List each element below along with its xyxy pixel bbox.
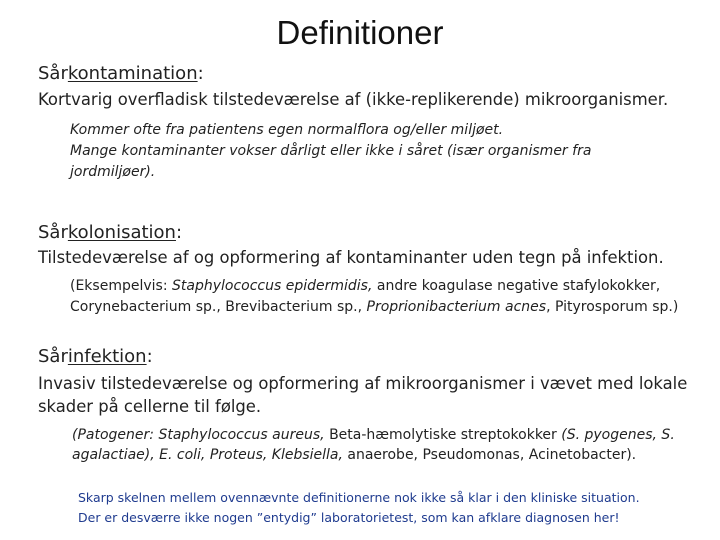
example-line-1: (Eksempelvis: Staphylococcus epidermidis, andre koagulase negative stafylokokker,	[70, 278, 661, 294]
definition-infektion-line: Invasiv tilstedeværelse og opformering af mikroorganismer i vævet med lokale	[38, 374, 688, 393]
section-heading-infektion: Sårinfektion:	[38, 346, 153, 367]
definition-infektion-line: skader på cellerne til følge.	[38, 397, 262, 416]
section-heading-kolonisation: Sårkolonisation:	[38, 222, 183, 243]
detail-line: Kommer ofte fra patientens egen normalflora og/eller miljøet.	[70, 122, 504, 138]
definition-kontamination: Kortvarig overfladisk tilstedeværelse af (ikke-replikerende) mikroorganismer.	[38, 90, 669, 109]
example-line-2: Corynebacterium sp., Brevibacterium sp., Proprionibacterium acnes, Pityrosporum sp.)	[70, 299, 679, 315]
note-line: Skarp skelnen mellem ovennævnte definitionerne nok ikke så klar i den kliniske situation.	[78, 490, 640, 505]
section-heading-kontamination: Sårkontamination:	[38, 63, 204, 84]
note-line: Der er desværre ikke nogen ”entydig” laboratorietest, som kan afklare diagnosen her!	[78, 510, 620, 525]
detail-line: Mange kontaminanter vokser dårligt eller ikke i såret (især organismer fra	[70, 143, 592, 159]
pathogens-line-2: agalactiae), E. coli, Proteus, Klebsiella, anaerobe, Pseudomonas, Acinetobacter).	[72, 447, 637, 463]
definition-kolonisation: Tilstedeværelse af og opformering af kontaminanter uden tegn på infektion.	[38, 248, 664, 267]
pathogens-line-1: (Patogener: Staphylococcus aureus, Beta-hæmolytiske streptokokker (S. pyogenes, S.	[72, 427, 675, 443]
detail-line: jordmiljøer).	[70, 164, 156, 180]
page-title: Definitioner	[276, 14, 444, 51]
